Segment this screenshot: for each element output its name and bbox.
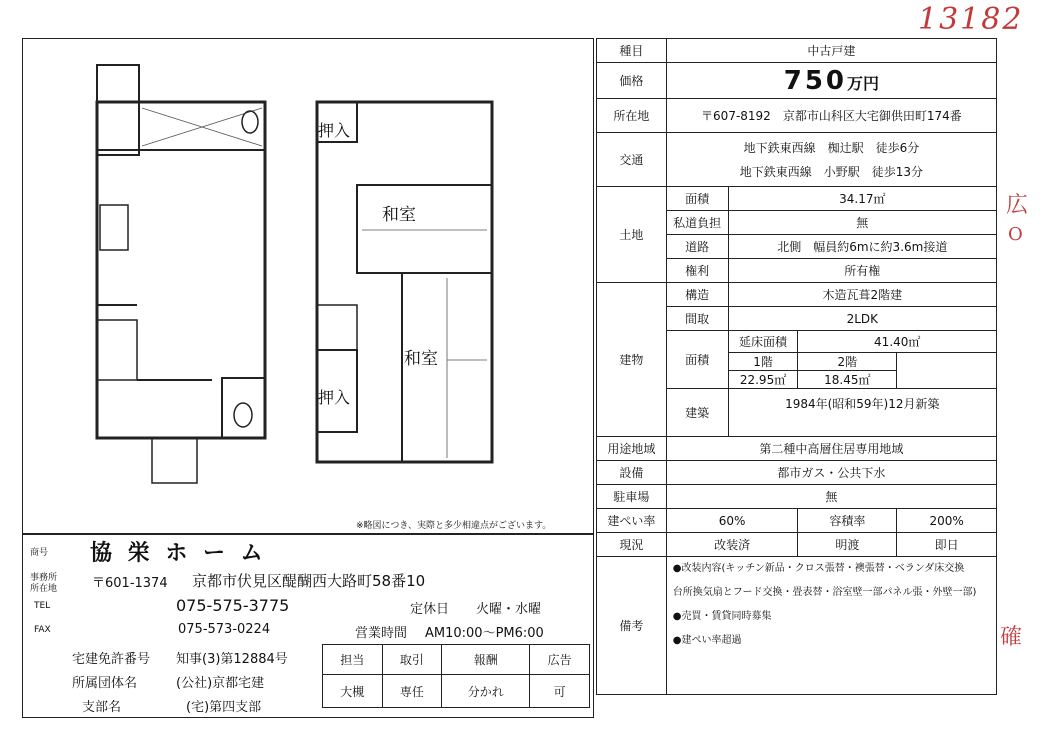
remarks-cell — [666, 557, 996, 695]
remark-2: 台所換気扇とフード交換・畳表替・浴室壁一部パネル張・外壁一部) — [672, 587, 977, 598]
company-name-label: 商号 — [30, 548, 49, 558]
room-top — [357, 185, 492, 273]
far-label: 容積率 — [798, 509, 897, 533]
status-value: 改装済 — [666, 533, 798, 557]
staff-v-4: 可 — [530, 675, 590, 708]
land-label: 土地 — [597, 187, 667, 283]
area-blank — [897, 353, 997, 389]
staff-v-3: 分かれ — [442, 675, 530, 708]
fax-label: FAX — [34, 625, 51, 635]
left-divider — [22, 533, 594, 535]
staff-h-3: 報酬 — [442, 645, 530, 675]
built-label: 建築 — [666, 389, 728, 437]
entrance — [152, 438, 197, 483]
layout-label: 間取 — [666, 307, 728, 331]
company-address: 京都市伏見区醍醐西大路町58番10 — [192, 572, 426, 590]
floor2-outline — [317, 102, 492, 462]
delivery-value: 即日 — [897, 533, 997, 557]
transport-line-1: 地下鉄東西線 椥辻駅 徒歩6分 — [743, 140, 920, 155]
remark-1: ●改装内容(キッチン新品・クロス張替・襖張替・ベランダ床交換 — [672, 563, 965, 574]
floorplan-note: ※略図につき、実際と多少相違点がございます。 — [356, 521, 552, 531]
structure-value: 木造瓦葺2階建 — [728, 283, 996, 307]
floor2-label: 2階 — [798, 353, 897, 371]
staff-v-2: 専任 — [382, 675, 442, 708]
remark-3: ●売買・賃貸同時募集 — [672, 611, 772, 622]
transport-label: 交通 — [597, 133, 667, 187]
staff-table — [322, 644, 590, 708]
facility-value: 都市ガス・公共下水 — [666, 461, 996, 485]
company-tel: 075-575-3775 — [176, 596, 290, 615]
office-label-1: 事務所 — [30, 573, 58, 583]
parking-label: 駐車場 — [597, 485, 667, 509]
floor1-label: 1階 — [728, 353, 798, 371]
license-value: 知事(3)第12884号 — [176, 652, 288, 667]
layout-value: 2LDK — [728, 307, 996, 331]
private-road-value: 無 — [728, 211, 996, 235]
spec-table — [596, 38, 997, 695]
room-label-1: 和室 — [382, 205, 416, 225]
land-area-value: 34.17㎡ — [728, 187, 996, 211]
handwritten-note-3: 確 — [1000, 625, 1023, 650]
floor1-value: 22.95㎡ — [728, 371, 798, 389]
counter — [139, 102, 265, 150]
bath-unit — [97, 65, 139, 155]
remark-4: ●建ぺい率超過 — [672, 635, 742, 646]
washbasin-icon — [242, 111, 258, 133]
handwritten-note-1: 広 — [1006, 193, 1029, 218]
room-label-2: 和室 — [404, 349, 438, 369]
toilet-icon — [234, 403, 252, 427]
kind-value: 中古戸建 — [666, 39, 996, 63]
hours-label: 営業時間 — [355, 626, 408, 641]
built-value: 1984年(昭和59年)12月新築 — [728, 389, 996, 437]
stairs-2f — [317, 305, 357, 350]
parking-value: 無 — [666, 485, 996, 509]
total-area-label: 延床面積 — [728, 331, 798, 353]
company-postal: 〒601-1374 — [92, 576, 168, 591]
toilet-room — [222, 378, 265, 438]
delivery-label: 明渡 — [798, 533, 897, 557]
transport-cell — [666, 133, 996, 187]
assoc-value: (公社)京都宅建 — [176, 676, 265, 691]
price-unit: 万円 — [847, 73, 880, 93]
price-cell — [666, 63, 996, 99]
zoning-value: 第二種中高層住居専用地域 — [666, 437, 996, 461]
branch-value: (宅)第四支部 — [186, 700, 262, 715]
rights-label: 権利 — [666, 259, 728, 283]
handwritten-note-2: O — [1008, 224, 1023, 245]
kind-label: 種目 — [597, 39, 667, 63]
assoc-label: 所属団体名 — [72, 676, 138, 691]
sink — [100, 205, 128, 250]
staff-h-1: 担当 — [323, 645, 383, 675]
tel-label: TEL — [34, 601, 51, 611]
total-area-value: 41.40㎡ — [798, 331, 997, 353]
license-label: 宅建免許番号 — [72, 652, 151, 667]
staff-v-1: 大槻 — [323, 675, 383, 708]
closet-label-1: 押入 — [318, 121, 351, 140]
stairs-1f — [97, 320, 137, 380]
coverage-label: 建ぺい率 — [597, 509, 667, 533]
holiday-label: 定休日 — [410, 602, 450, 617]
holiday-value: 火曜・水曜 — [476, 602, 542, 617]
price-label: 価格 — [597, 63, 667, 99]
remarks-label: 備考 — [597, 557, 667, 695]
company-name: 協 栄 ホ ー ム — [90, 541, 267, 566]
price-number: 750 — [783, 65, 848, 96]
staff-h-4: 広告 — [530, 645, 590, 675]
zoning-label: 用途地域 — [597, 437, 667, 461]
floor2-value: 18.45㎡ — [798, 371, 897, 389]
branch-label: 支部名 — [82, 700, 122, 715]
location-value: 〒607-8192 京都市山科区大宅御供田町174番 — [666, 99, 996, 133]
land-area-label: 面積 — [666, 187, 728, 211]
handwritten-number: 13182 — [918, 2, 1024, 37]
closet-label-2: 押入 — [318, 388, 351, 407]
facility-label: 設備 — [597, 461, 667, 485]
building-label: 建物 — [597, 283, 667, 437]
rights-value: 所有権 — [728, 259, 996, 283]
structure-label: 構造 — [666, 283, 728, 307]
road-label: 道路 — [666, 235, 728, 259]
far-value: 200% — [897, 509, 997, 533]
road-value: 北側 幅員約6mに約3.6m接道 — [728, 235, 996, 259]
bldg-area-label: 面積 — [666, 331, 728, 389]
status-label: 現況 — [597, 533, 667, 557]
transport-line-2: 地下鉄東西線 小野駅 徒歩13分 — [739, 164, 924, 179]
office-label-2: 所在地 — [30, 584, 58, 594]
floor1-outline — [97, 102, 265, 438]
hours-value: AM10:00〜PM6:00 — [425, 626, 544, 641]
private-road-label: 私道負担 — [666, 211, 728, 235]
company-fax: 075-573-0224 — [178, 622, 271, 637]
location-label: 所在地 — [597, 99, 667, 133]
staff-h-2: 取引 — [382, 645, 442, 675]
coverage-value: 60% — [666, 509, 798, 533]
